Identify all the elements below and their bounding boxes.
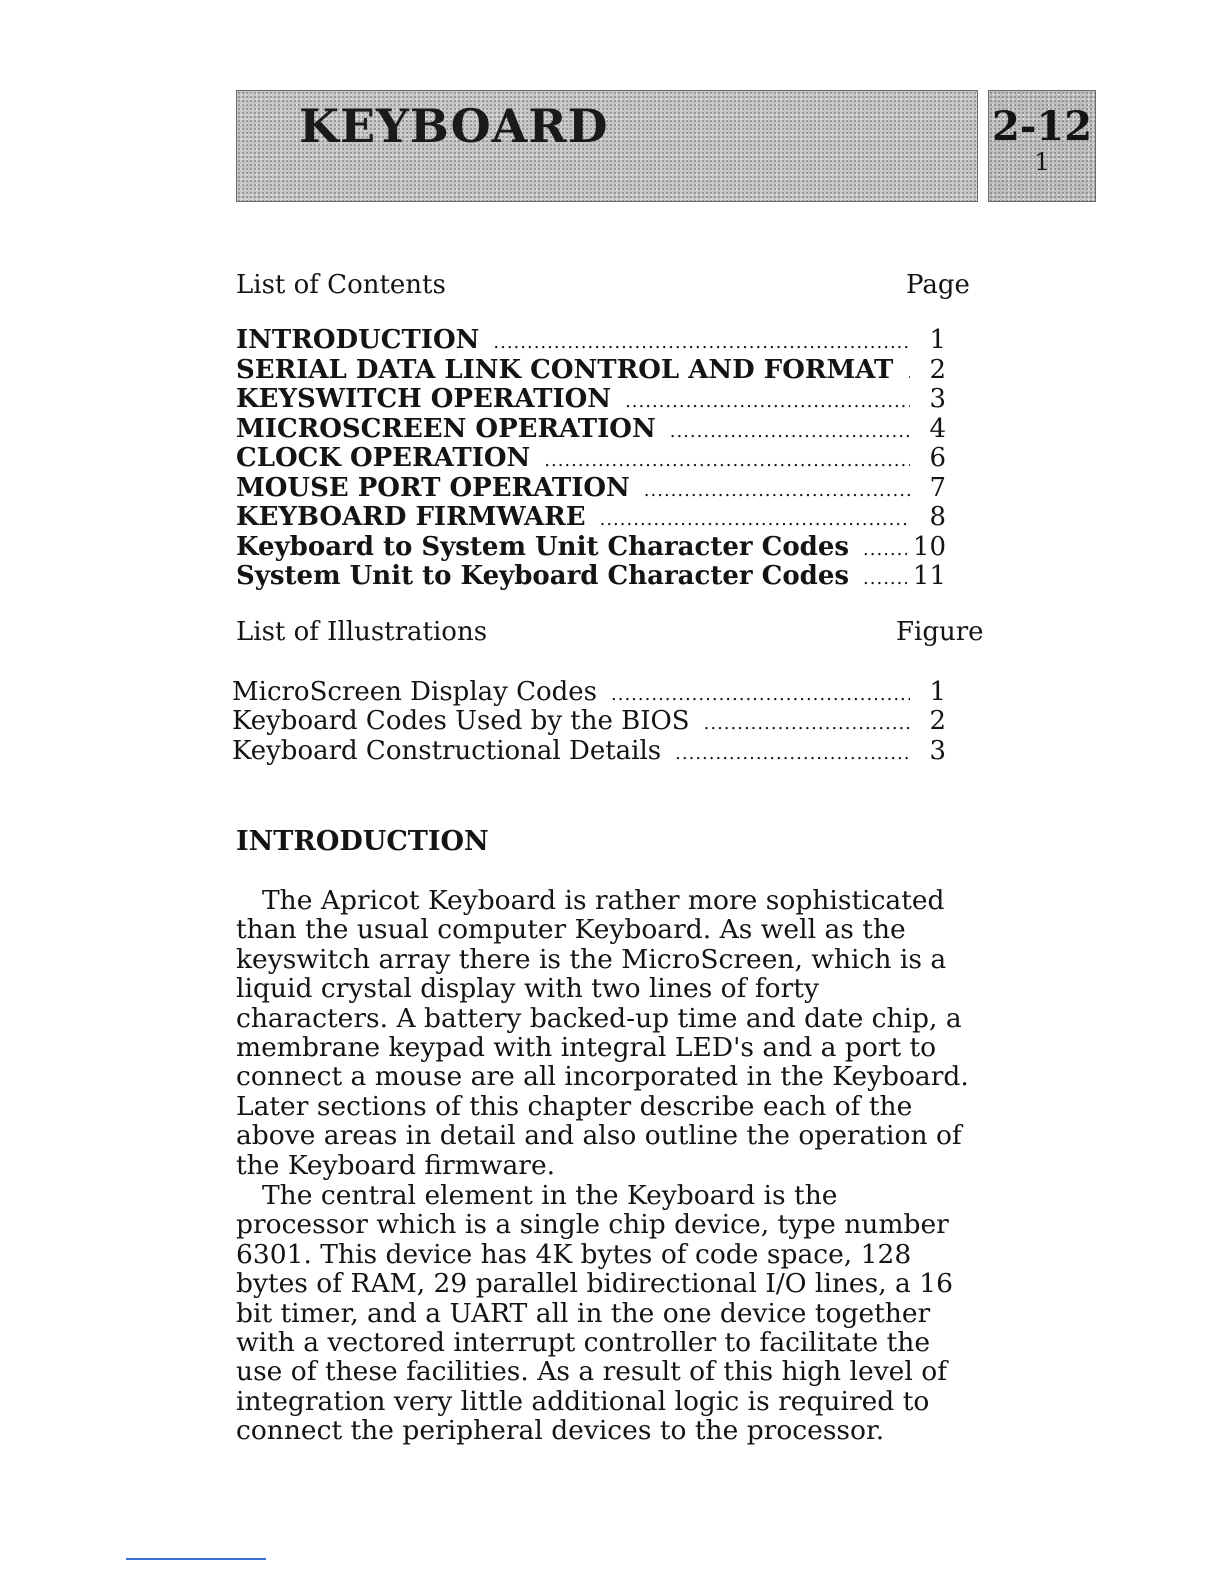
toc-entry[interactable]: KEYSWITCH OPERATION ..... 3 [236,384,946,414]
chapter-title: KEYBOARD [299,99,609,153]
section-heading-introduction: INTRODUCTION [236,826,489,857]
contents-page-label: Page [906,270,970,300]
toc-entry[interactable]: SERIAL DATA LINK CONTROL AND FORMAT ..... 2 [236,355,946,385]
intro-paragraph: The Apricot Keyboard is rather more sophisticated than the usual computer Keyboard. As well as the keyswitch array there is the MicroScreen, which is a liquid crystal display with two lines of forty characters. A battery backed-up time and date chip, a membrane keypad with integral LED's and a port to connect a mouse are all incorporated in the Keyboard. Later sections of this chapter describe each of the above areas in detail and also outline the operation of the Keyboard firmware. [236,885,969,1181]
illustration-entry[interactable]: MicroScreen Display Codes ..... 1 [232,677,946,707]
toc-entry[interactable]: CLOCK OPERATION ..... 6 [236,443,946,473]
margin-mark [126,1558,266,1560]
illustrations-figure-label: Figure [896,617,984,647]
toc-entry[interactable]: System Unit to Keyboard Character Codes ..... 11 [236,561,946,591]
illustration-entry[interactable]: Keyboard Codes Used by the BIOS ..... 2 [232,706,946,736]
toc-entry[interactable]: KEYBOARD FIRMWARE ..... 8 [236,502,946,532]
illustration-entry[interactable]: Keyboard Constructional Details ..... 3 [232,736,946,766]
chapter-subpage: 1 [1034,148,1050,176]
chapter-number-box [988,90,1096,202]
illustrations-heading: List of Illustrations [236,617,488,647]
toc-entry[interactable]: MOUSE PORT OPERATION ..... 7 [236,473,946,503]
intro-paragraph: The central element in the Keyboard is the processor which is a single chip device, type number 6301. This device has 4K bytes of code space, 128 bytes of RAM, 29 parallel bidirectional I/O lines, a 16 bit timer, and a UART all in the one device together with a vectored interrupt controller to facilitate the use of these facilities. As a result of this high level of integration very little additional logic is required to connect the peripheral devices to the processor. [236,1180,954,1447]
contents-heading: List of Contents [236,270,446,300]
chapter-header-band [236,90,978,202]
toc-entry[interactable]: INTRODUCTION ..... 1 [236,325,946,355]
toc-entry[interactable]: MICROSCREEN OPERATION ..... 4 [236,414,946,444]
toc-entry[interactable]: Keyboard to System Unit Character Codes ..... 10 [236,532,946,562]
chapter-number: 2-12 [991,103,1093,150]
